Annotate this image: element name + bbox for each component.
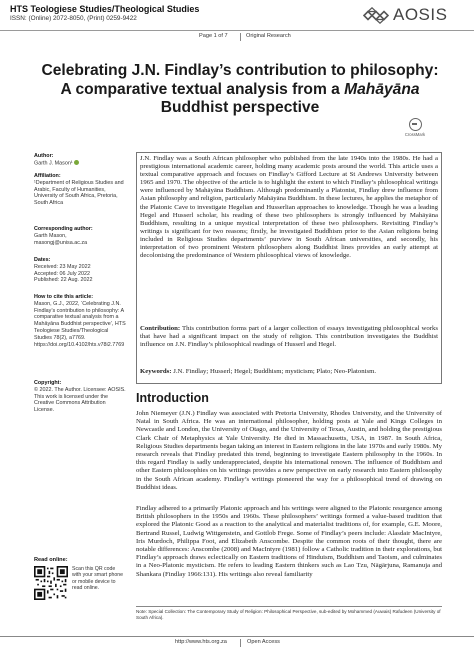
date-received: Received: 23 May 2022 [34,263,91,270]
title-line-2-a: A comparative textual analysis from a [60,80,345,98]
footer-divider [0,636,474,637]
article-type: Original Research [246,33,291,39]
abstract-keywords [140,368,438,376]
title-line-3: Buddhist perspective [160,99,320,116]
title-line-2-b: Mahāyāna [344,80,420,98]
copyright-label: Copyright: [34,380,62,386]
header-separator [240,33,241,41]
keywords-label: Keywords: [140,368,172,375]
footer-separator [240,639,241,647]
contribution-text: This contribution forms part of a larger collection of essays investigating philosophical works that have had a significant impact on the study of religion. This contribution investigates the Buddhist influence on J.N. Findlay’s philosophical readings of Husserl and Hegel. [140,325,438,349]
crossmark-badge[interactable] [395,118,435,142]
title-line-2 [30,81,450,100]
orcid-icon[interactable] [74,160,79,165]
copyright-text: © 2022. The Author. Licensee: AOSIS. This work is licensed under the Creative Commons Attribution License. [34,386,126,414]
abstract-text: J.N. Findlay was a South African philosopher who published from the late 1940s into the 1980s. He had a prestigious international academic career, holding many academic posts around the world. This article uses a textual comparative approach and focuses on Findlay’s Gifford Lecture at St Andrews University between 1965 and 1970. The objective of the article is to highlight the extent to which Findlay’s philosophical writings were influenced by Mahāyāna Buddhism. Although predominantly a Platonist, Findlay drew influence from Asian philosophy and religion, particularly Mahāyāna Buddhism. In these lectures, he applies the metaphor of the Platonic Cave to investigate Hegelian and Husserlian approaches to knowledge. Though he was a leading Hegel and Husserl scholar, his reading of these two philosophers is strongly influenced by Mahāyāna Buddhism, resulting in a unique mystical interpretation of these two philosophers. Revisiting Findlay’s writings is significant for two reasons; firstly, he investigated Buddhism prior to the Asian religions being included in Religious Studies departments’ purview in South African universities, and secondly, his interpretation of two prominent Western philosophers along Buddhist lines provides an early attempt at decolonising the predominance of Western philosophical views of knowledge. [140,155,438,260]
author-name: Garth J. Mason¹ [34,160,73,167]
qr-instructions: Scan this QR code with your smart phone or mobile device to read online. [72,566,124,592]
open-access-label: Open Access [247,639,280,645]
sidebar-affiliation [34,173,126,207]
affiliation-label: Affiliation: [34,173,61,179]
collection-note: Note: Special Collection: The Contemporary Study of Religion: Philosophical Perspective, sub-edited by Mohammed (Auwais) Rafudeen (University of South Africa). [136,609,441,620]
title-line-1: Celebrating J.N. Findlay’s contribution to philosophy: [41,62,439,79]
aosis-logo-text: AOSIS [393,5,448,24]
aosis-logo[interactable] [363,5,467,25]
journal-url[interactable]: http://www.hts.org.za [175,639,227,645]
read-online-label: Read online: [34,557,68,563]
note-divider [136,606,442,607]
sidebar-dates [34,257,126,284]
contribution-label: Contribution: [140,325,181,332]
corresponding-label: Corresponding author: [34,226,93,232]
sidebar-copyright [34,380,126,414]
aosis-logo-icon [363,7,389,24]
author-label: Author: [34,153,54,159]
article-title [30,62,450,118]
affiliation-text: ¹Department of Religious Studies and Arabic, Faculty of Humanities, University of South Africa, Pretoria, South Africa [34,179,124,207]
sidebar-author [34,153,126,167]
sidebar-corresponding [34,226,126,246]
qr-code-icon[interactable] [34,566,68,600]
intro-paragraph-1: John Niemeyer (J.N.) Findlay was associated with Pretoria University, Rhodes University, and the University of Natal in South Africa. He was an international philosopher, holding posts at Yale and Kings Colleges in Newcastle and London, the University of Otago, and the University of Texas, Austin, and holding the prestigious Clark Chair of Metaphysics at Yale University. He died in Massachusetts, USA, in 1987. In South Africa, Religious Studies departments began taking an interest in Eastern religions in the late 1970s and early 1980s. My research reveals that Findlay predated this trend, beginning to investigate Eastern philosophy in the 1960s. In this regard Findlay is sadly underappreciated, despite his international renown. The influence of Buddhism and other Eastern philosophies on his writings provides a new perspective on early research into Eastern philosophy in the South African academy. Findlay’s writings pioneered the way for a philosophical trend of drawing on Buddhist ideas. [136,410,442,491]
dates-label: Dates: [34,257,51,263]
cite-label: How to cite this article: [34,294,94,300]
author-name-row [34,160,126,167]
intro-paragraph-2: Findlay adhered to a primarily Platonic approach and his writings were aligned to the Platonic resurgence among British philosophers in the 1950s and 1960s. These philosophers’ writings formed a value-based tradition that explored the Platonic Good as a reaction to the analytical and materialist traditions of, for example, G.E. Moore, Bertrand Russel, Ludwig Wittgenstein, and Gottlob Frege. Some of Findlay’s peers include: Alasdair MacIntyre, Iris Murdoch, Philippa Foot, and Elizabeth Anscombe. Despite the common roots of their thought, there are notable differences: Anscombe (2008) and MacIntyre (1981) follow a Catholic tradition in their explorations, but Findlay’s approach draws eclectically on Eastern traditions of Hinduism, Buddhism and Taoism, and culminates in a Neo-Platonic mysticism. He refers to leading Eastern thinkers such as Lao Tzu, Nāgārjuna, Ramanuja and Shankara (Findlay 1966:131). His writings also reveal familiarity [136,505,442,578]
journal-title: HTS Teologiese Studies/Theological Studies [10,4,200,14]
keywords-text: J.N. Findlay; Husserl; Hegel; Buddhism; mysticism; Plato; Neo-Platonism. [173,368,377,375]
sidebar-citation [34,294,126,348]
page-number: Page 1 of 7 [199,33,228,39]
intro-heading: Introduction [136,391,209,405]
cite-text: Mason, G.J., 2022, ‘Celebrating J.N. Findlay’s contribution to philosophy: A comparative textual analysis from a Mahāyāna Buddhist perspective’, HTS Teologiese Studies/Theological Studies 78(2), a7769. https://doi.org/10.4102/hts.v78i2.7769 [34,300,126,348]
abstract-contribution [140,325,438,349]
corresponding-email[interactable]: masongj@unisa.ac.za [34,239,88,246]
issn: ISSN: (Online) 2072-8050, (Print) 0259-9422 [10,15,137,22]
crossmark-icon [409,118,422,131]
crossmark-label: CrossMark [404,132,426,137]
corresponding-name: Garth Mason, [34,232,67,239]
header-divider [0,30,474,31]
date-accepted: Accepted: 06 July 2022 [34,270,91,277]
date-published: Published: 22 Aug. 2022 [34,277,93,284]
